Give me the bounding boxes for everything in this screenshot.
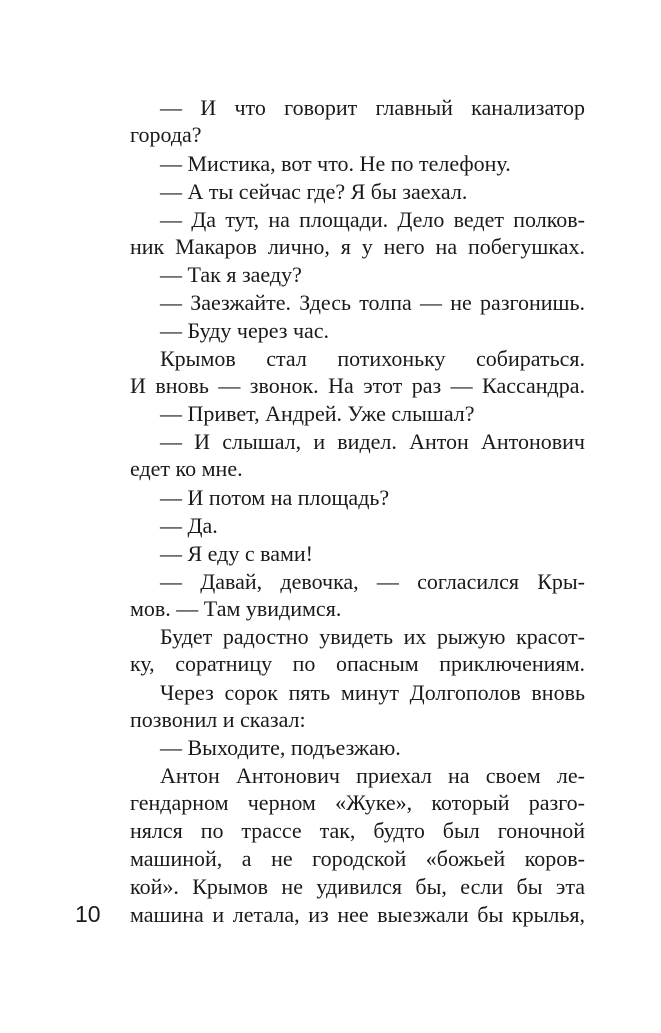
text-line: города? — [130, 122, 202, 147]
text-line: — Так я заеду? — [160, 262, 302, 287]
text-line: ник Макаров лично, я у него на побегушках. — [130, 234, 585, 259]
text-line: — Привет, Андрей. Уже слышал? — [160, 401, 475, 426]
text-line: мов. — Там увидимся. — [130, 596, 342, 621]
text-line: — И слышал, и видел. Антон Антонович — [160, 429, 585, 454]
text-line: позвонил и сказал: — [130, 707, 306, 732]
page-number: 10 — [75, 901, 101, 927]
text-line: И вновь — звонок. На этот раз — Кассандра. — [130, 373, 585, 398]
text-line: — И потом на площадь? — [160, 485, 390, 510]
text-line: — Буду через час. — [160, 318, 330, 343]
text-line: кой». Крымов не удивился бы, если бы эта — [130, 874, 585, 899]
text-line: — Заезжайте. Здесь толпа — не разгонишь. — [160, 290, 585, 315]
text-line: машина и летала, из нее выезжали бы крылья, — [130, 902, 585, 927]
text-line: — Давай, девочка, — согласился Кры- — [160, 569, 585, 594]
text-line: гендарном черном «Жуке», который разго- — [130, 790, 585, 815]
text-line: Через сорок пять минут Долгополов вновь — [160, 680, 585, 705]
text-line: нялся по трассе так, будто был гоночной — [130, 818, 585, 843]
text-line: едет ко мне. — [130, 456, 243, 481]
text-line: — И что говорит главный канализатор — [160, 95, 585, 120]
text-line: Крымов стал потихоньку собираться. — [160, 346, 585, 371]
text-line: — Да. — [160, 513, 218, 538]
text-line: Будет радостно увидеть их рыжую красот- — [160, 624, 585, 649]
text-line: ку, соратницу по опасным приключениям. — [130, 651, 585, 676]
text-line: — Да тут, на площади. Дело ведет полков- — [160, 207, 585, 232]
text-line: машиной, а не городской «божьей коров- — [130, 846, 585, 871]
text-line: — Мистика, вот что. Не по телефону. — [160, 151, 511, 176]
text-line: — Я еду с вами! — [160, 541, 313, 566]
text-line: — А ты сейчас где? Я бы заехал. — [160, 179, 468, 204]
text-line: — Выходите, подъезжаю. — [160, 735, 401, 760]
text-line: Антон Антонович приехал на своем ле- — [160, 763, 585, 788]
